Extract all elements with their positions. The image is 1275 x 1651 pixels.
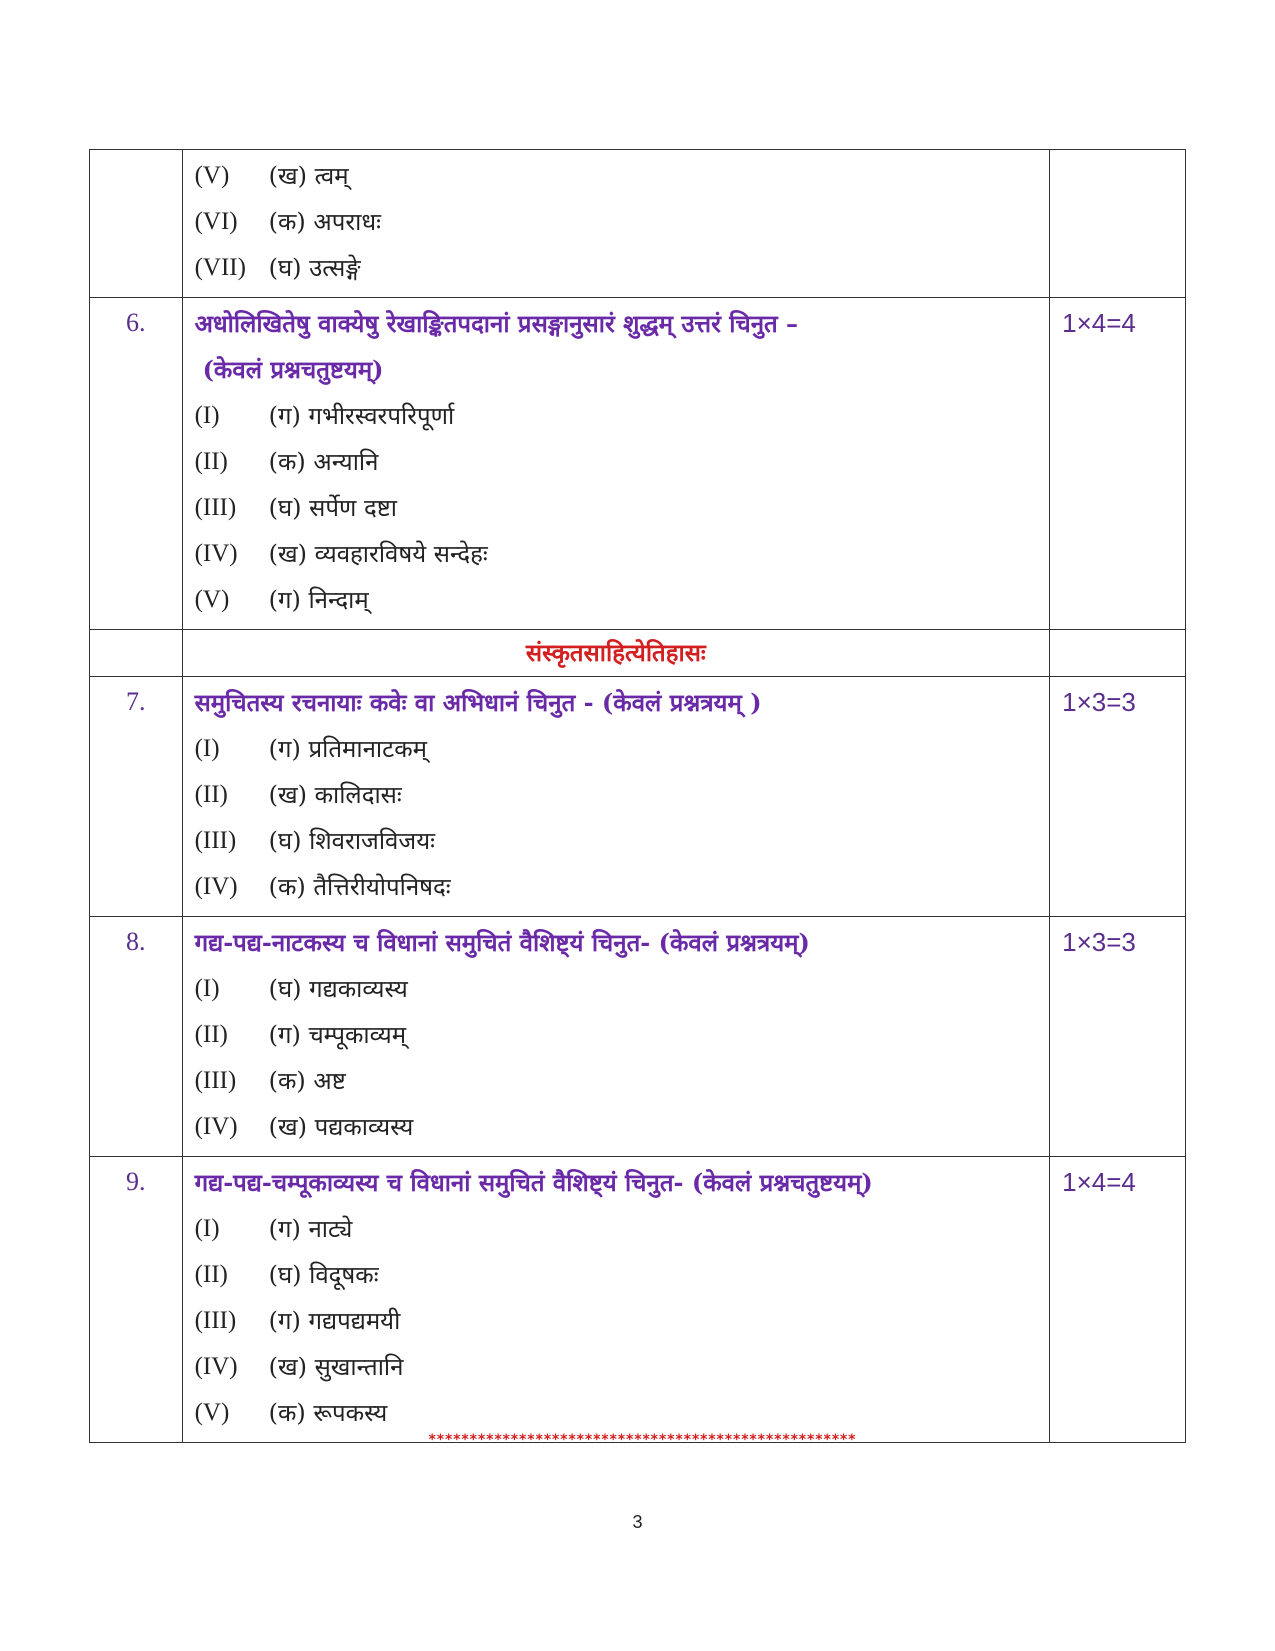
answer-text: (क) रूपकस्य — [268, 1399, 388, 1427]
answer-line — [195, 772, 1050, 818]
question-number: 6. — [90, 298, 183, 630]
page-number: 3 — [632, 1512, 643, 1532]
empty-cell — [1050, 630, 1186, 677]
answer-cell — [182, 150, 1050, 298]
answer-roman: (IV) — [194, 540, 238, 567]
marks-cell: 1×4=4 — [1050, 1157, 1186, 1443]
footer-stars-divider: **************************************************** — [428, 1432, 856, 1448]
answer-line — [195, 1012, 1050, 1058]
answer-roman: (VI) — [194, 208, 238, 235]
answer-text: (क) अपराधः — [268, 208, 381, 236]
answer-roman: (III) — [194, 1067, 237, 1094]
answer-line — [195, 439, 1050, 485]
answer-line — [195, 1390, 1050, 1436]
answer-text: (क) अष्ट — [268, 1067, 346, 1095]
answer-text: (ग) गभीरस्वरपरिपूर्णा — [268, 402, 455, 430]
answer-text: (ग) निन्दाम् — [268, 586, 369, 614]
answer-table — [89, 149, 1186, 1443]
answer-cell — [182, 917, 1050, 1157]
answer-roman: (V) — [194, 162, 230, 189]
answer-line — [195, 531, 1050, 577]
answer-roman: (V) — [194, 1399, 230, 1426]
question-line: अधोलिखितेषु वाक्येषु रेखाङ्कितपदानां प्रसङ्गानुसारं शुद्धम् उत्तरं चिनुत – — [194, 309, 799, 338]
question-text: गद्य-पद्य-चम्पूकाव्यस्य च विधानां समुचितं वैशिष्ट्यं चिनुत- (केवलं प्रश्नचतुष्टयम्) — [194, 1168, 873, 1197]
answer-roman: (IV) — [194, 873, 238, 900]
answer-text: (क) तैत्तिरीयोपनिषदः — [268, 873, 451, 901]
answer-roman: (III) — [194, 1307, 237, 1334]
answer-line — [195, 1252, 1050, 1298]
answer-roman: (I) — [194, 1215, 220, 1242]
answer-text: (ग) नाट्ये — [268, 1215, 353, 1243]
question-subline: (केवलं प्रश्नचतुष्टयम्) — [202, 355, 384, 384]
marks-cell: 1×3=3 — [1050, 917, 1186, 1157]
empty-cell — [90, 630, 183, 677]
answer-line — [195, 1104, 1050, 1150]
answer-line — [195, 199, 1050, 245]
question-number: 8. — [90, 917, 183, 1157]
answer-line — [195, 818, 1050, 864]
answer-roman: (VII) — [194, 254, 246, 281]
answer-text: (ग) गद्यपद्यमयी — [268, 1307, 401, 1335]
answer-roman: (II) — [194, 1021, 228, 1048]
answer-text: (ग) चम्पूकाव्यम् — [268, 1021, 407, 1049]
answer-roman: (IV) — [194, 1113, 238, 1140]
answer-roman: (I) — [194, 735, 220, 762]
table-row-section — [90, 630, 1186, 677]
answer-text: (घ) विदूषकः — [268, 1261, 379, 1289]
marks-cell: 1×4=4 — [1050, 298, 1186, 630]
answer-line — [195, 864, 1050, 910]
answer-text: (ख) पद्यकाव्यस्य — [268, 1113, 414, 1141]
answer-line — [195, 153, 1050, 199]
table-row-q6 — [90, 298, 1186, 630]
answer-line — [195, 393, 1050, 439]
answer-text: (ख) कालिदासः — [268, 781, 402, 809]
question-text — [195, 301, 1050, 393]
answer-roman: (II) — [194, 1261, 228, 1288]
answer-text: (घ) शिवराजविजयः — [268, 827, 435, 855]
answer-line — [195, 1344, 1050, 1390]
answer-text: (ख) सुखान्तानि — [268, 1353, 404, 1381]
section-heading: संस्कृतसाहित्येतिहासः — [182, 630, 1050, 677]
answer-text: (क) अन्यानि — [268, 448, 379, 476]
answer-line — [195, 577, 1050, 623]
table-row-q9 — [90, 1157, 1186, 1443]
answer-roman: (III) — [194, 494, 237, 521]
marks-cell: 1×3=3 — [1050, 677, 1186, 917]
answer-text: (ख) त्वम् — [268, 162, 349, 190]
table-row-q5-cont — [90, 150, 1186, 298]
answer-cell — [182, 298, 1050, 630]
question-text: गद्य-पद्य-नाटकस्य च विधानां समुचितं वैशिष्ट्यं चिनुत- (केवलं प्रश्नत्रयम्) — [194, 928, 810, 957]
answer-text: (घ) सर्पेण दष्टा — [268, 494, 397, 522]
answer-text: (ग) प्रतिमानाटकम् — [268, 735, 427, 763]
answer-line — [195, 485, 1050, 531]
answer-line — [195, 1058, 1050, 1104]
table-row-q8 — [90, 917, 1186, 1157]
marks-cell — [1050, 150, 1186, 298]
answer-line — [195, 1206, 1050, 1252]
answer-roman: (I) — [194, 975, 220, 1002]
answer-cell — [182, 677, 1050, 917]
question-number — [90, 150, 183, 298]
answer-text: (ख) व्यवहारविषये सन्देहः — [268, 540, 488, 568]
answer-line — [195, 726, 1050, 772]
answer-roman: (II) — [194, 781, 228, 808]
answer-roman: (I) — [194, 402, 220, 429]
answer-line — [195, 1298, 1050, 1344]
answer-cell — [182, 1157, 1050, 1443]
question-number: 9. — [90, 1157, 183, 1443]
answer-roman: (IV) — [194, 1353, 238, 1380]
answer-roman: (II) — [194, 448, 228, 475]
answer-roman: (III) — [194, 827, 237, 854]
answer-roman: (V) — [194, 586, 230, 613]
answer-line — [195, 966, 1050, 1012]
answer-line — [195, 245, 1050, 291]
answer-text: (घ) गद्यकाव्यस्य — [268, 975, 408, 1003]
question-number: 7. — [90, 677, 183, 917]
table-row-q7 — [90, 677, 1186, 917]
question-text: समुचितस्य रचनायाः कवेः वा अभिधानं चिनुत - (केवलं प्रश्नत्रयम् ) — [194, 688, 762, 717]
answer-text: (घ) उत्सङ्गे — [268, 254, 361, 282]
